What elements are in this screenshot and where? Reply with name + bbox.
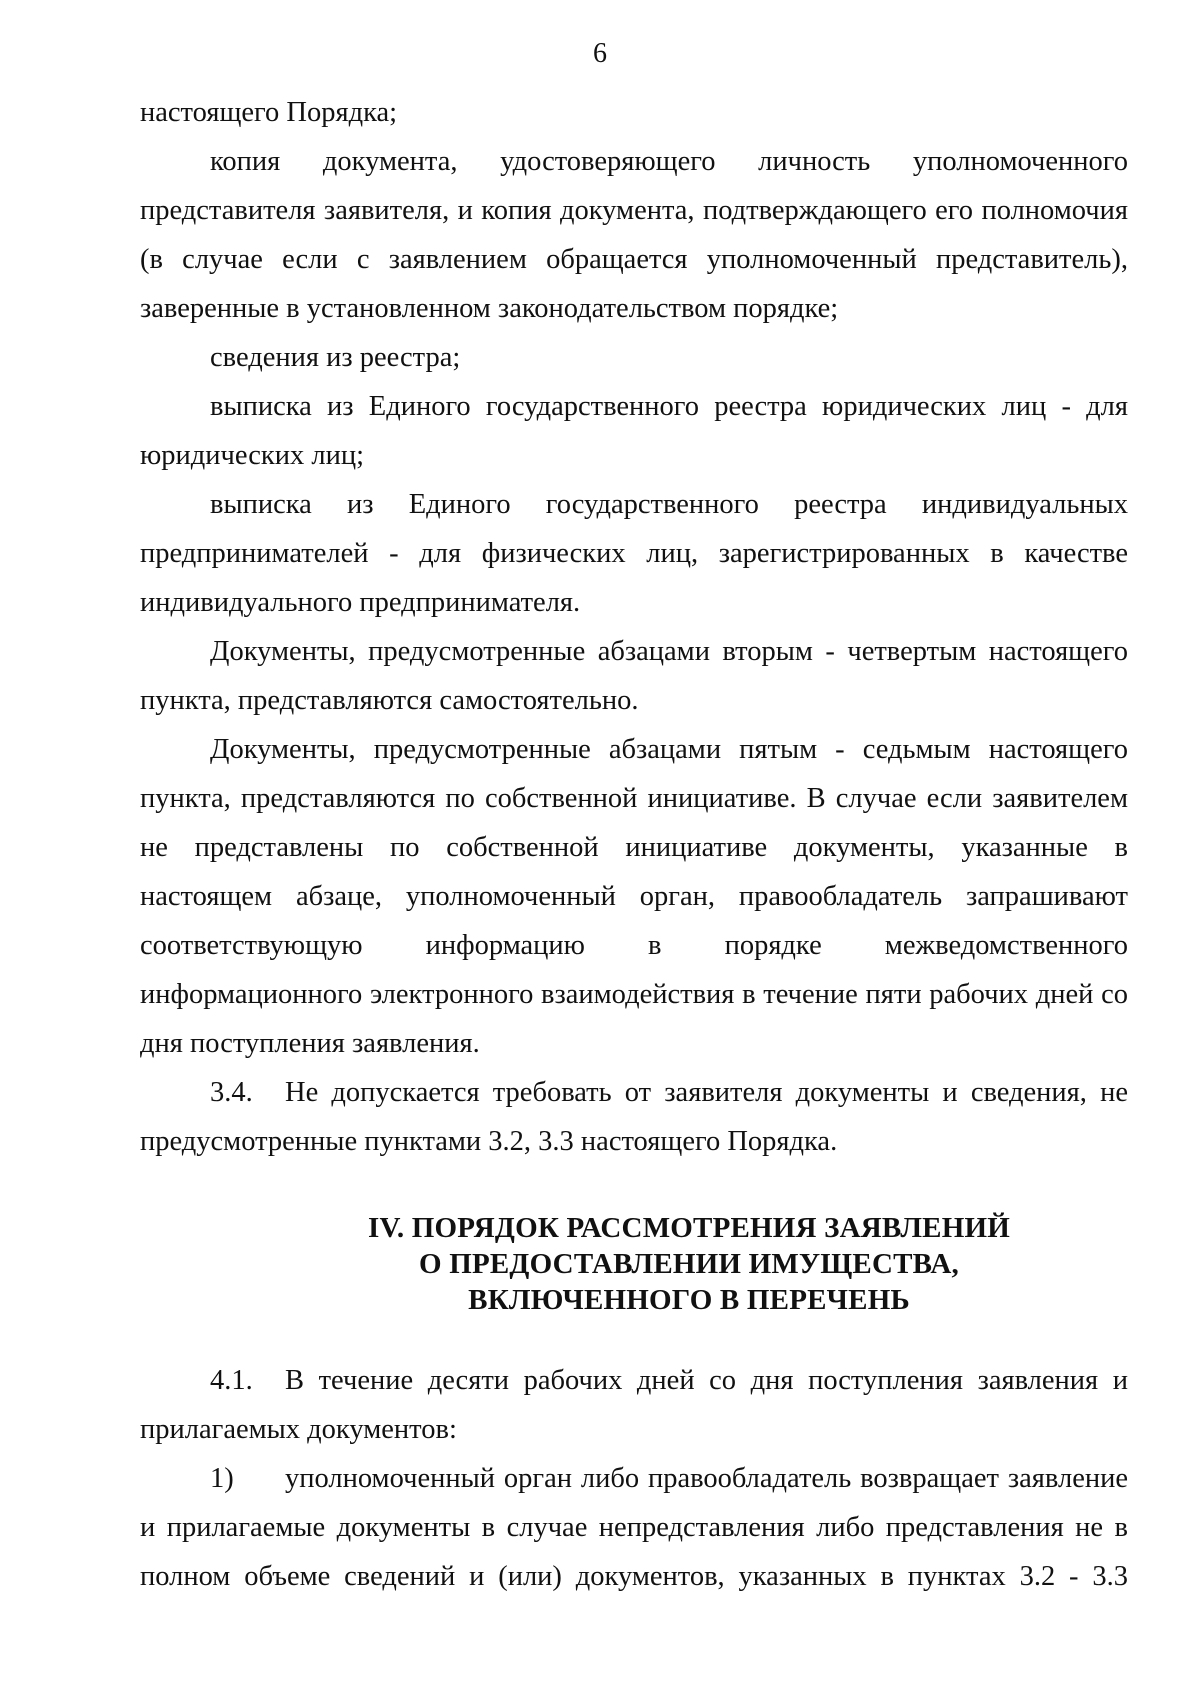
- paragraph-3-4: [140, 1068, 1128, 1166]
- paragraph-representative-documents: копия документа, удостоверяющего личность уполномоченного представителя заявителя, и копия документа, подтверждающего его полномочия (в случае если с заявлением обращается уполномоченный представитель), заверенные в установленном законодательством порядке;: [140, 146, 1128, 324]
- section-heading: [140, 1210, 1128, 1318]
- paragraph-egrul-extract: выписка из Единого государственного реестра юридических лиц - для юридических лиц;: [140, 391, 1128, 471]
- paragraph-3-4-number: 3.4.: [210, 1077, 253, 1108]
- paragraph-3-4-text: Не допускается требовать от заявителя документы и сведения, не предусмотренные пунктами 3.2, 3.3 настоящего Порядка.: [140, 1077, 1128, 1157]
- paragraph-4-1-item-1-number: 1): [210, 1463, 234, 1494]
- section-heading-line-2: О ПРЕДОСТАВЛЕНИИ ИМУЩЕСТВА,: [419, 1248, 959, 1280]
- paragraph-self-submitted: Документы, предусмотренные абзацами вторым - четвертым настоящего пункта, представляются самостоятельно.: [140, 636, 1128, 716]
- paragraph-4-1-number: 4.1.: [210, 1365, 253, 1396]
- paragraph-4-1: [140, 1356, 1128, 1454]
- paragraph-continuation: настоящего Порядка;: [140, 97, 398, 128]
- paragraph-4-1-item-1-text: уполномоченный орган либо правообладатель возвращает заявление и прилагаемые документы в случае непредставления либо представления не в полном объеме сведений и (или) документов, указанных в пунктах 3.2 - 3.3: [140, 1463, 1128, 1592]
- paragraph-registry-info: сведения из реестра;: [210, 342, 461, 373]
- page-number: 6: [593, 38, 607, 69]
- document-body: [140, 88, 1128, 1601]
- paragraph-egrip-extract: выписка из Единого государственного реестра индивидуальных предпринимателей - для физических лиц, зарегистрированных в качестве индивидуального предпринимателя.: [140, 489, 1128, 618]
- paragraph-4-1-item-1: [140, 1454, 1128, 1601]
- paragraph-own-initiative: Документы, предусмотренные абзацами пятым - седьмым настоящего пункта, представляются по собственной инициативе. В случае если заявителем не представлены по собственной инициативе документы, указанные в настоящем абзаце, уполномоченный орган, правообладатель запрашивают соответствующую информацию в порядке межведомственного информационного электронного взаимодействия в течение пяти рабочих дней со дня поступления заявления.: [140, 734, 1128, 1059]
- paragraph-4-1-text: В течение десяти рабочих дней со дня поступления заявления и прилагаемых документов:: [140, 1365, 1128, 1445]
- section-heading-line-3: ВКЛЮЧЕННОГО В ПЕРЕЧЕНЬ: [468, 1284, 910, 1316]
- section-heading-line-1: IV. ПОРЯДОК РАССМОТРЕНИЯ ЗАЯВЛЕНИЙ: [368, 1212, 1010, 1244]
